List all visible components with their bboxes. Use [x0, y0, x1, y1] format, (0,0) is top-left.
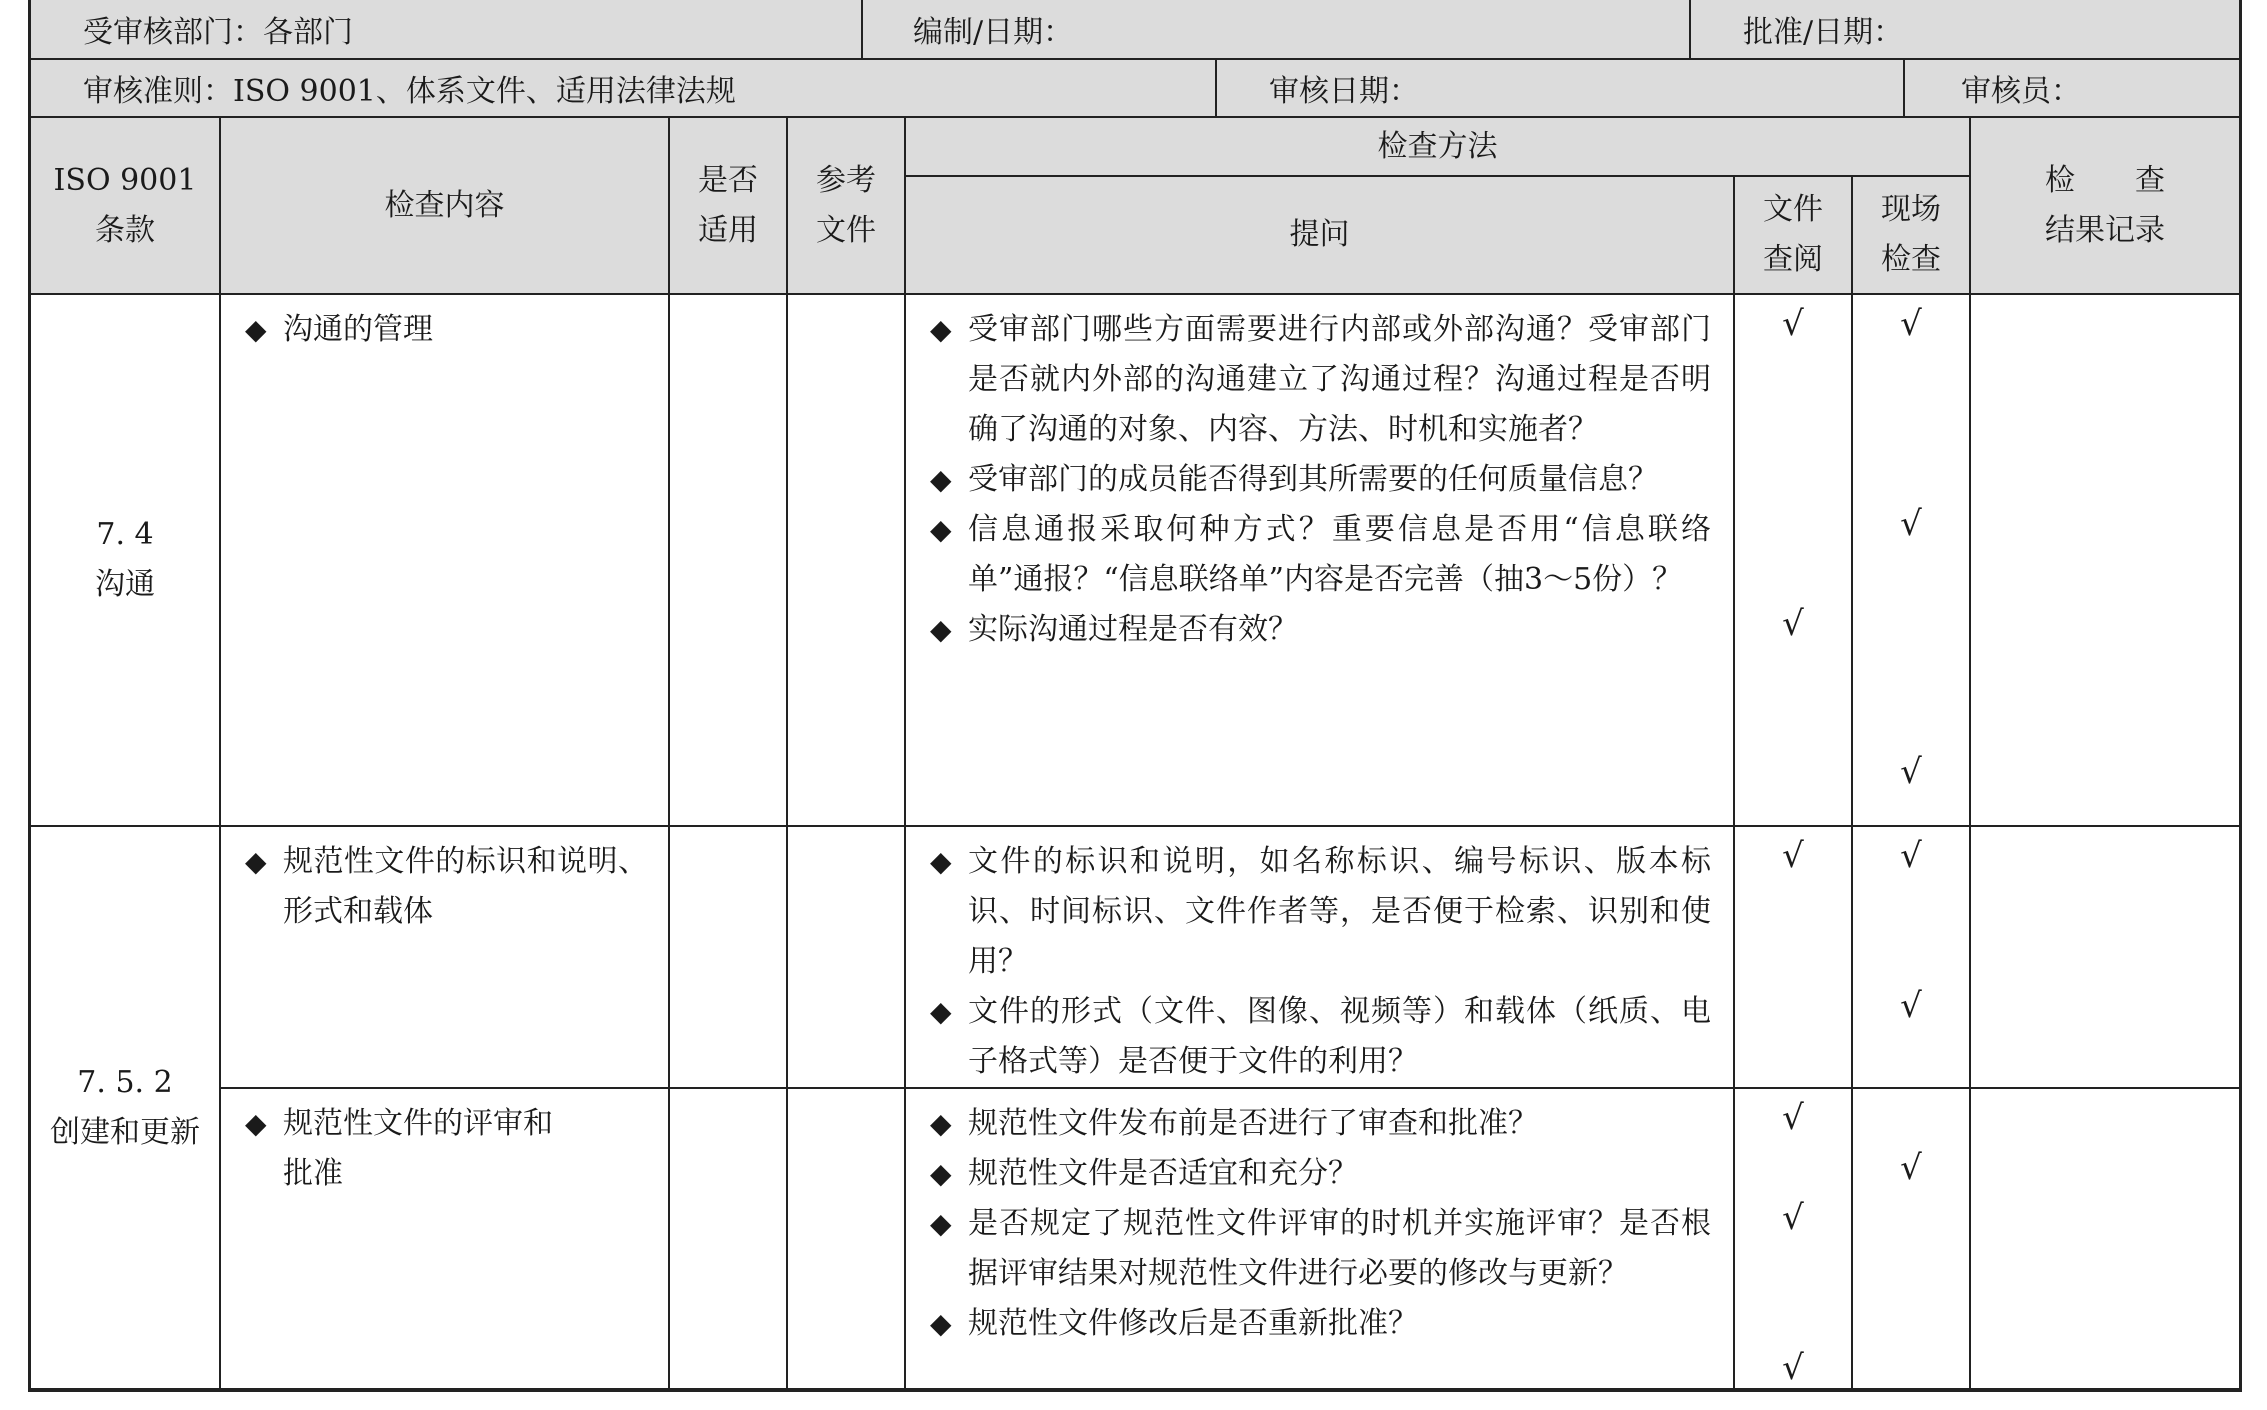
reference-cell — [787, 294, 905, 826]
table-row — [31, 294, 2239, 826]
list-item — [245, 1099, 648, 1199]
col-method — [905, 118, 1970, 176]
clause-cell — [31, 826, 220, 1389]
question-item — [930, 1149, 1711, 1199]
content-cell — [220, 294, 669, 826]
auditor: 审核员： — [1961, 74, 2081, 109]
check-mark-icon: √ — [1782, 1198, 1804, 1238]
audit-criteria: 审核准则：ISO 9001、体系文件、适用法律法规 — [83, 74, 736, 109]
approved-by-date: 批准/日期： — [1743, 15, 1904, 50]
reference-cell — [787, 1088, 905, 1389]
applicable-cell — [669, 826, 787, 1088]
col-question — [905, 176, 1734, 294]
question-text: 信息通报采取何种方式？重要信息是否用“信息联络单”通报？“信息联络单”内容是否完善（抽3～5份）？ — [968, 512, 1711, 597]
col-site-check-line1: 现场 — [1881, 192, 1942, 227]
question-item — [930, 1199, 1711, 1299]
content-text-line1: 规范性文件的评审和 — [283, 1106, 553, 1141]
question-cell — [905, 826, 1734, 1088]
diamond-bullet-icon: ◆ — [930, 313, 952, 346]
check-mark-icon: √ — [1782, 1348, 1804, 1388]
header-row-1 — [31, 0, 2239, 60]
clause-number: 7. 5. 2 — [77, 1064, 173, 1100]
diamond-bullet-icon: ◆ — [245, 845, 267, 878]
col-content-label: 检查内容 — [384, 187, 505, 223]
diamond-bullet-icon: ◆ — [930, 845, 952, 878]
doc-review-cell — [1734, 1088, 1852, 1389]
check-mark-icon: √ — [1900, 504, 1922, 544]
question-text: 受审部门哪些方面需要进行内部或外部沟通？受审部门是否就内外部的沟通建立了沟通过程？沟通过程是否明确了沟通的对象、内容、方法、时机和实施者？ — [968, 312, 1711, 447]
col-applicable-line1: 是否 — [698, 162, 758, 198]
col-applicable-line2: 适用 — [698, 212, 758, 248]
diamond-bullet-icon: ◆ — [245, 1107, 267, 1140]
clause-name: 创建和更新 — [50, 1114, 200, 1150]
result-cell — [1970, 826, 2239, 1088]
question-text: 规范性文件修改后是否重新批准？ — [968, 1306, 1418, 1341]
doc-review-cell — [1734, 826, 1852, 1088]
diamond-bullet-icon: ◆ — [930, 1307, 952, 1340]
question-item — [930, 1099, 1711, 1149]
audited-department: 受审核部门：各部门 — [83, 15, 353, 50]
col-doc-review-line2: 查阅 — [1763, 242, 1823, 277]
col-clause-line2: 条款 — [95, 212, 155, 248]
check-mark-icon: √ — [1900, 304, 1922, 344]
check-mark-icon: √ — [1782, 1098, 1804, 1138]
question-text: 受审部门的成员能否得到其所需要的任何质量信息？ — [968, 462, 1658, 497]
site-check-cell — [1852, 1088, 1970, 1389]
col-method-label: 检查方法 — [1377, 128, 1498, 164]
diamond-bullet-icon: ◆ — [930, 613, 952, 646]
question-text: 文件的形式（文件、图像、视频等）和载体（纸质、电子格式等）是否便于文件的利用？ — [968, 994, 1711, 1079]
result-cell — [1970, 294, 2239, 826]
col-clause — [31, 118, 220, 294]
question-item — [930, 605, 1711, 655]
col-result-line2: 结果记录 — [2045, 212, 2166, 248]
table-row — [31, 1088, 2239, 1389]
site-check-cell — [1852, 294, 1970, 826]
diamond-bullet-icon: ◆ — [930, 463, 952, 496]
col-clause-line1: ISO 9001 — [53, 162, 197, 198]
content-text-line2: 批准 — [283, 1156, 343, 1191]
question-item — [930, 837, 1711, 987]
content-text: 沟通的管理 — [283, 312, 433, 347]
question-item — [930, 455, 1711, 505]
question-text: 实际沟通过程是否有效？ — [968, 612, 1298, 647]
diamond-bullet-icon: ◆ — [930, 1107, 952, 1140]
question-item — [930, 1299, 1711, 1349]
check-mark-icon: √ — [1900, 752, 1922, 792]
header-row-2 — [31, 60, 2239, 118]
question-cell — [905, 294, 1734, 826]
list-item — [245, 837, 648, 937]
check-mark-icon: √ — [1900, 836, 1922, 876]
checklist-table — [31, 118, 2239, 1390]
doc-review-cell — [1734, 294, 1852, 826]
question-item — [930, 505, 1711, 605]
col-reference-line1: 参考 — [816, 162, 876, 198]
site-check-cell — [1852, 826, 1970, 1088]
col-result — [1970, 118, 2239, 294]
question-text: 是否规定了规范性文件评审的时机并实施评审？是否根据评审结果对规范性文件进行必要的修改与更新？ — [968, 1206, 1711, 1291]
question-item — [930, 305, 1711, 455]
diamond-bullet-icon: ◆ — [245, 313, 267, 346]
diamond-bullet-icon: ◆ — [930, 513, 952, 546]
col-doc-review-line1: 文件 — [1763, 192, 1823, 227]
col-site-check — [1852, 176, 1970, 294]
clause-cell — [31, 294, 220, 826]
question-text: 规范性文件是否适宜和充分？ — [968, 1156, 1358, 1191]
content-cell — [220, 826, 669, 1088]
content-text — [283, 1099, 648, 1199]
check-mark-icon: √ — [1782, 836, 1804, 876]
audit-date: 审核日期： — [1269, 74, 1419, 109]
question-item — [930, 987, 1711, 1087]
diamond-bullet-icon: ◆ — [930, 1207, 952, 1240]
check-mark-icon: √ — [1900, 1148, 1922, 1188]
prepared-by-date: 编制/日期： — [913, 15, 1074, 50]
col-content — [220, 118, 669, 294]
applicable-cell — [669, 1088, 787, 1389]
content-cell — [220, 1088, 669, 1389]
result-cell — [1970, 1088, 2239, 1389]
col-result-line1: 检 查 — [2045, 162, 2166, 198]
question-cell — [905, 1088, 1734, 1389]
column-header-row-1 — [31, 118, 2239, 176]
list-item — [245, 305, 648, 355]
diamond-bullet-icon: ◆ — [930, 1157, 952, 1190]
col-reference-line2: 文件 — [816, 212, 876, 248]
question-text: 规范性文件发布前是否进行了审查和批准？ — [968, 1106, 1538, 1141]
diamond-bullet-icon: ◆ — [930, 995, 952, 1028]
clause-number: 7. 4 — [96, 517, 154, 552]
col-question-label: 提问 — [1289, 217, 1350, 252]
question-text: 文件的标识和说明，如名称标识、编号标识、版本标识、时间标识、文件作者等，是否便于检索、识别和使用？ — [968, 844, 1711, 979]
col-doc-review — [1734, 176, 1852, 294]
table-row — [31, 826, 2239, 1088]
applicable-cell — [669, 294, 787, 826]
col-reference — [787, 118, 905, 294]
check-mark-icon: √ — [1900, 986, 1922, 1026]
check-mark-icon: √ — [1782, 304, 1804, 344]
content-text: 规范性文件的标识和说明、形式和载体 — [283, 844, 648, 929]
col-site-check-line2: 检查 — [1881, 242, 1942, 277]
check-mark-icon: √ — [1782, 604, 1804, 644]
col-applicable — [669, 118, 787, 294]
reference-cell — [787, 826, 905, 1088]
audit-checklist-sheet — [28, 0, 2242, 1392]
clause-name: 沟通 — [95, 567, 155, 602]
